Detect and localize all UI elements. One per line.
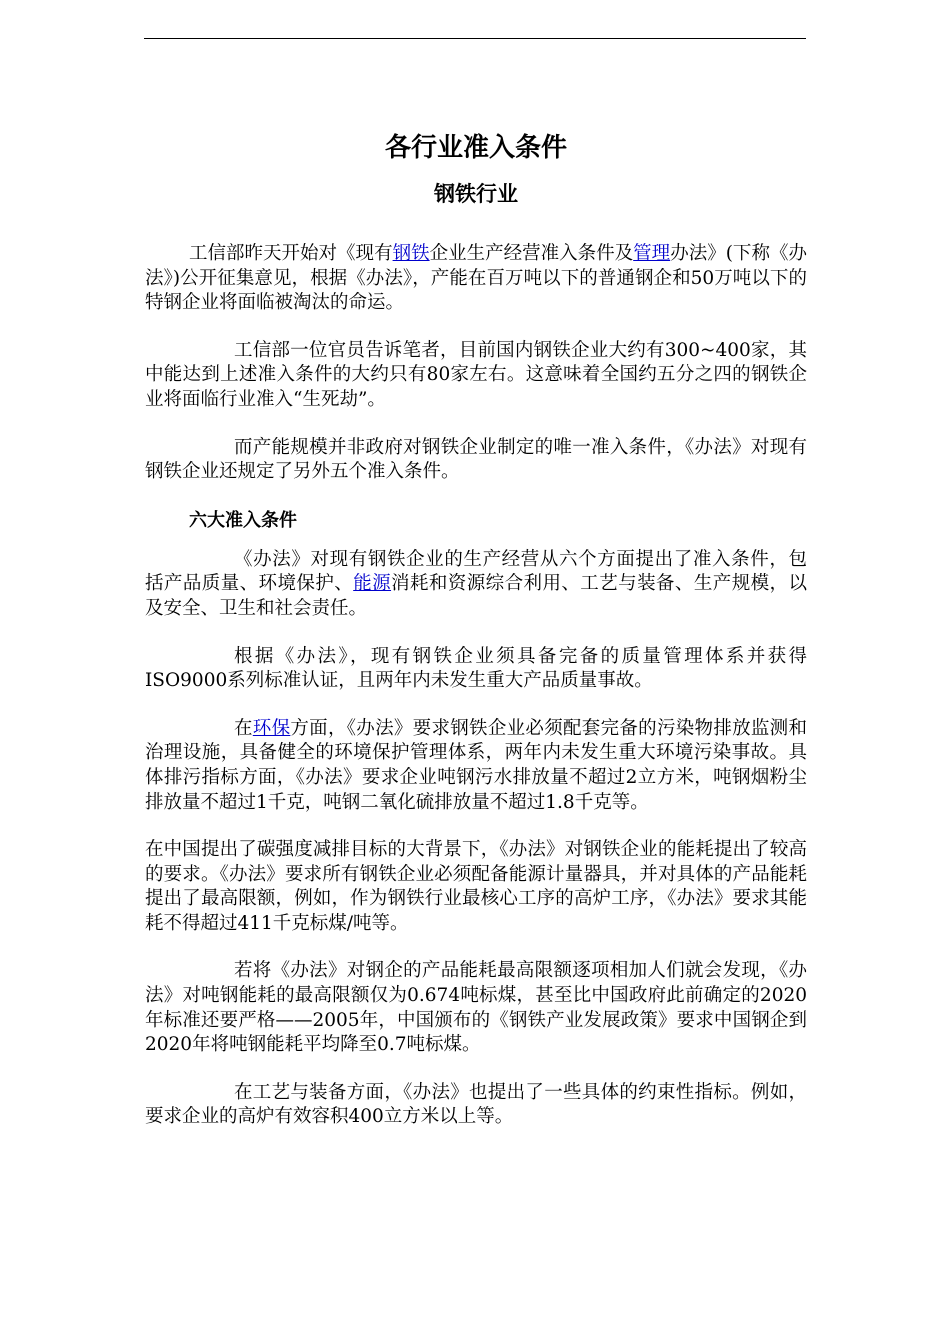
paragraph-9: 在工艺与装备方面，《办法》也提出了一些具体的约束性指标。例如，要求企业的高炉有效容积400立方米以上等。	[145, 1081, 807, 1128]
paragraph-2: 工信部一位官员告诉笔者，目前国内钢铁企业大约有300~400家，其中能达到上述准入条件的大约只有80家左右。这意味着全国约五分之四的钢铁企业将面临行业准入“生死劫”。	[145, 339, 807, 410]
paragraph-3: 而产能规模并非政府对钢铁企业制定的唯一准入条件，《办法》对现有钢铁企业还规定了另外五个准入条件。	[145, 436, 807, 483]
document-body	[145, 126, 807, 1153]
header-rule	[144, 38, 806, 39]
p4-text-1: 《办法》对现有钢铁企业的生产经营从六个方面提出了准入条件，包括产品质量、环境保护、	[145, 548, 807, 595]
paragraph-5: 根据《办法》，现有钢铁企业须具备完备的质量管理体系并获得ISO9000系列标准认证，且两年内未发生重大产品质量事故。	[145, 645, 807, 692]
p4-text-2: 消耗和资源综合利用、工艺与装备、生产规模，以及安全、卫生和社会责任。	[145, 573, 807, 619]
link-nengyuan[interactable]: 能源	[353, 573, 392, 595]
p1-text-3: 办法》(下称《办法》)公开征集意见，根据《办法》，产能在百万吨以下的普通钢企和50万吨以下的特钢企业将面临被淘汰的命运。	[145, 243, 807, 314]
link-guanli[interactable]: 管理	[633, 243, 671, 264]
p6-text-2: 方面，《办法》要求钢铁企业必须配套完备的污染物排放监测和治理设施，具备健全的环境保护管理体系，两年内未发生重大环境污染事故。具体排污指标方面，《办法》要求企业吨钢污水排放量不超过2立方米，吨钢烟粉尘排放量不超过1千克，吨钢二氧化硫排放量不超过1.8千克等。	[145, 717, 807, 813]
link-huanbao[interactable]: 环保	[252, 717, 291, 739]
paragraph-8: 若将《办法》对钢企的产品能耗最高限额逐项相加人们就会发现，《办法》对吨钢能耗的最高限额仅为0.674吨标煤，甚至比中国政府此前确定的2020年标准还要严格——2005年，中国颁布的《钢铁产业发展政策》要求中国钢企到2020年将吨钢能耗平均降至0.7吨标煤。	[145, 960, 807, 1056]
paragraph-1	[145, 242, 807, 316]
document-subtitle: 钢铁行业	[434, 182, 518, 206]
p6-text-1: 在	[234, 717, 253, 739]
paragraph-4	[145, 548, 807, 622]
p1-text-2: 企业生产经营准入条件及	[429, 243, 634, 264]
paragraph-7: 在中国提出了碳强度减排目标的大背景下，《办法》对钢铁企业的能耗提出了较高的要求。《办法》要求所有钢铁企业必须配备能源计量器具，并对具体的产品能耗提出了最高限额，例如，作为钢铁行业最核心工序的高炉工序，《办法》要求其能耗不得超过411千克标煤/吨等。	[145, 839, 807, 934]
paragraph-6	[145, 717, 807, 815]
p1-text-1: 工信部昨天开始对《现有	[189, 243, 393, 264]
link-gangtie[interactable]: 钢铁	[392, 243, 430, 264]
section-heading: 六大准入条件	[189, 509, 297, 531]
document-title: 各行业准入条件	[384, 133, 567, 163]
